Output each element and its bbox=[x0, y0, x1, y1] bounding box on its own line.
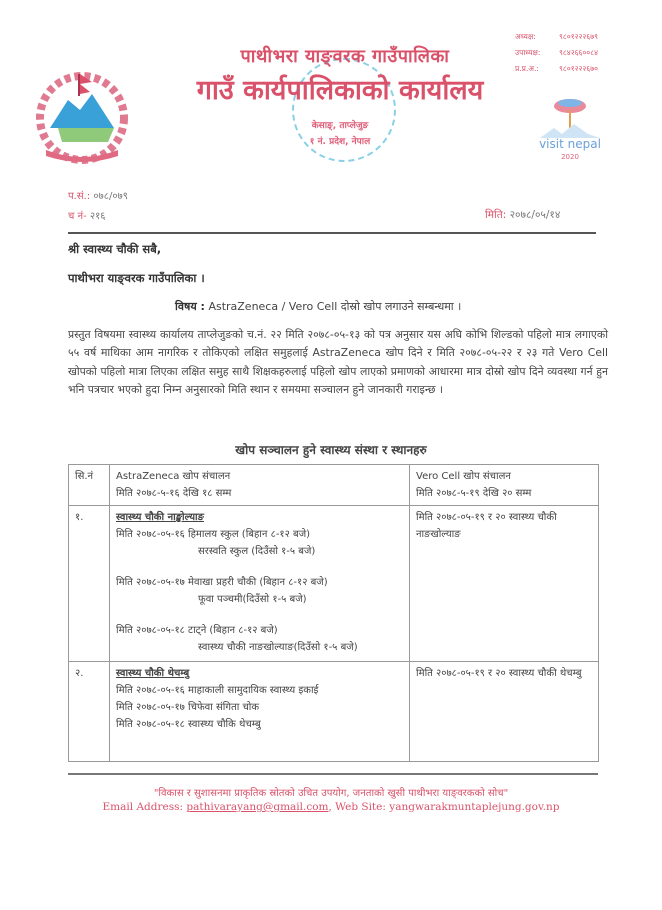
subject-line bbox=[175, 299, 461, 314]
footer-motto: "विकास र सुशासनमा प्राकृतिक स्रोतको उचित उपयोग, जनताको खुसी पाथीभरा याङ्वरकको सोच" bbox=[153, 788, 509, 799]
subject-text: AstraZeneca / Vero Cell दोस्रो खोप लगाउने सम्बन्धमा । bbox=[208, 300, 462, 313]
letter-date: मिति: २०७८/०५/१४ bbox=[485, 209, 561, 221]
website-link[interactable]: yangwarakmuntaplejung.gov.np bbox=[389, 801, 560, 813]
office-name: गाउँ कार्यपालिकाको कार्यालय bbox=[196, 75, 484, 106]
visit-nepal-text: visit nepal bbox=[539, 137, 601, 151]
municipality-name: पाथीभरा याङ्वरक गाउँपालिका bbox=[240, 46, 450, 67]
address-line-1: केसाङ्, ताप्लेजुङ bbox=[311, 121, 369, 131]
visit-nepal-logo bbox=[530, 92, 610, 162]
footer-divider bbox=[68, 773, 598, 775]
health-post-name: स्वास्थ्य चौकी नाङ्खोल्याङ bbox=[116, 512, 204, 523]
table-header-row bbox=[69, 465, 599, 506]
vaccination-schedule-table bbox=[68, 464, 599, 762]
verocell-schedule-cell: मिति २०७८-०५-१९ र २० स्वास्थ्य चौकी नाङखोल्याङ bbox=[410, 506, 599, 662]
contact-chairperson: अध्यक्ष: ९८०१२२२६७९ bbox=[515, 32, 598, 41]
astrazeneca-schedule-cell: स्वास्थ्य चौकी थेचम्बु मिति २०७८-०५-१६ माहाकाली सामुदायिक स्वास्थ्य इकाई मिति २०७८-०५-१७ चिफेवा संगिता चोक मिति २०७८-०५-१८ स्वास्थ्य चौकि थेचम्बु bbox=[110, 662, 410, 762]
nepal-emblem-logo bbox=[28, 68, 136, 166]
table-row: १. स्वास्थ्य चौकी नाङ्खोल्याङ मिति २०७८-०५-१६ हिमालय स्कुल (बिहान ८-१२ बजे) सरस्वति स्कुल (दिउँसो १-५ बजे) मिति २०७८-०५-१७ मेवाखा प्रहरी चौकी (बिहान ८-१२ बजे) फूवा पञ्चमी(दिउँसो १-५ बजे) मिति २०७८-०५-१८ टाट्ने (बिहान ८-१२ बजे) स्वास्थ्य चौकी नाङखोल्याङ(दिउँसो १-५ बजे) मिति २०७८-०५-१९ र २० स्वास्थ्य चौकी नाङखोल्याङ bbox=[69, 506, 599, 662]
email-link[interactable]: pathivarayang@gmail.com bbox=[186, 801, 329, 813]
addressee-line-1: श्री स्वास्थ्य चौकी सबै, bbox=[68, 242, 162, 256]
header-divider bbox=[68, 232, 596, 234]
footer-contact: Email Address: pathivarayang@gmail.com, Web Site: yangwarakmuntaplejung.gov.np bbox=[102, 801, 560, 813]
body-paragraph: प्रस्तुत विषयमा स्वास्थ्य कार्यालय ताप्लेजुङको च.नं. २२ मिति २०७८-०५-१३ को पत्र अनुसार यस अघि कोभि शिल्डको पहिलो मात्र लगाएको ५५ वर्ष माथिका आम नागरिक र तोकिएको लक्षित समुहलाई AstraZeneca खोप दिने र मिति २०७८-०५-२२ र २३ गते Vero Cell खोपको पहिलो मात्रा लिएका लक्षित समुह साथै शिक्षकहरुलाई पहिलो खोप लाएको प्रमाणको आधारमा मात्र दोस्रो खोप दिने व्यवस्था गर्न हुन भनि पत्रचार भएको हुदा निम्न अनुसारको मिति स्थान र समयमा सञ्चालन हुने जानकारी गराइन्छ । bbox=[68, 328, 608, 396]
visit-nepal-year: 2020 bbox=[561, 153, 579, 161]
table-row: २. स्वास्थ्य चौकी थेचम्बु मिति २०७८-०५-१६ माहाकाली सामुदायिक स्वास्थ्य इकाई मिति २०७८-०५-१७ चिफेवा संगिता चोक मिति २०७८-०५-१८ स्वास्थ्य चौकि थेचम्बु मिति २०७८-०५-१९ र २० स्वास्थ्य चौकी थेचम्बु bbox=[69, 662, 599, 762]
verocell-schedule-cell: मिति २०७८-०५-१९ र २० स्वास्थ्य चौकी थेचम्बु bbox=[410, 662, 599, 762]
address-line-2: १ नं. प्रदेश, नेपाल bbox=[309, 137, 371, 147]
contact-numbers bbox=[515, 29, 598, 77]
header-verocell: Vero Cell खोप संचालन मिति २०७८-५-१९ देखि २० सम्म bbox=[410, 465, 599, 506]
astrazeneca-schedule-cell: स्वास्थ्य चौकी नाङ्खोल्याङ मिति २०७८-०५-१६ हिमालय स्कुल (बिहान ८-१२ बजे) सरस्वति स्कुल (दिउँसो १-५ बजे) मिति २०७८-०५-१७ मेवाखा प्रहरी चौकी (बिहान ८-१२ बजे) फूवा पञ्चमी(दिउँसो १-५ बजे) मिति २०७८-०५-१८ टाट्ने (बिहान ८-१२ बजे) स्वास्थ्य चौकी नाङखोल्याङ(दिउँसो १-५ बजे) bbox=[110, 506, 410, 662]
letter-number: प.सं.: ०७८/०७९ bbox=[68, 191, 128, 202]
subject-label: विषय : bbox=[175, 300, 205, 313]
addressee-line-2: पाथीभरा याङ्वरक गाउँपालिका । bbox=[68, 271, 205, 285]
header-serial: सि.नं bbox=[69, 465, 110, 506]
contact-cao: प्र.प्र.अ.: ९८०१२२२६७० bbox=[515, 64, 598, 73]
table-title: खोप सञ्चालन हुने स्वास्थ्य संस्था र स्थानहरु bbox=[235, 443, 427, 457]
contact-vice-chairperson: उपाध्यक्ष: ९८४२६६००८४ bbox=[515, 48, 598, 57]
dispatch-number: च नं- २१६ bbox=[68, 211, 106, 222]
header-astrazeneca: AstraZeneca खोप संचालन मिति २०७८-५-१६ देखि १८ सम्म bbox=[110, 465, 410, 506]
health-post-name: स्वास्थ्य चौकी थेचम्बु bbox=[116, 668, 190, 679]
